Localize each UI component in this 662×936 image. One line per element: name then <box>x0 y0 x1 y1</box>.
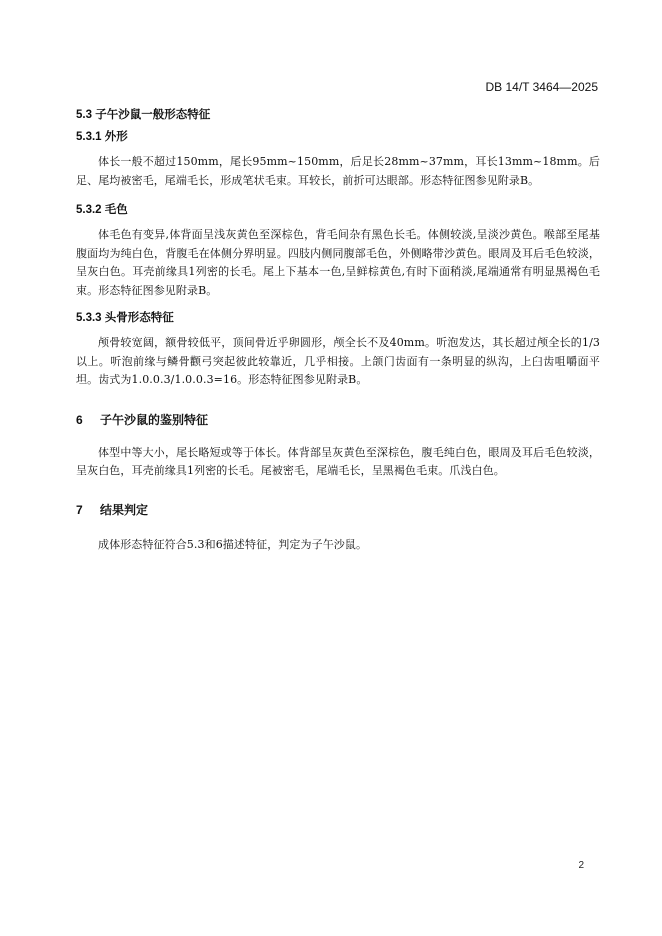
document-body <box>76 107 600 554</box>
paragraph-result: 成体形态特征符合5.3和6描述特征，判定为子午沙鼠。 <box>98 537 368 551</box>
section-number: 5.3.1 <box>76 131 102 143</box>
section-title: 结果判定 <box>100 502 149 517</box>
section-heading-6 <box>76 412 600 428</box>
paragraph-appearance: 体长一般不超过150mm，尾长95mm~150mm，后足长28mm~37mm，耳长13mm~18mm。后足、尾均被密毛，尾端毛长，形成笔状毛束。耳较长，前折可达眼部。形态特征图参见附录B。 <box>76 155 600 187</box>
section-number: 5.3 <box>76 109 92 121</box>
section-number: 5.3.2 <box>76 204 102 216</box>
section-title: 毛色 <box>104 204 128 216</box>
section-heading-5-3-1 <box>76 129 600 145</box>
section-heading-7 <box>76 502 600 518</box>
section-title: 子午沙鼠一般形态特征 <box>95 109 211 121</box>
section-heading-5-3 <box>76 107 600 123</box>
section-number: 5.3.3 <box>76 312 102 324</box>
section-title: 外形 <box>104 131 128 143</box>
section-title: 头骨形态特征 <box>104 312 174 324</box>
paragraph-identification: 体型中等大小，尾长略短或等于体长。体背部呈灰黄色至深棕色，腹毛纯白色，眼周及耳后毛色较淡，呈灰白色，耳壳前缘具1列密的长毛。尾被密毛，尾端毛长，呈黑褐色毛束。爪浅白色。 <box>76 445 600 477</box>
section-title: 子午沙鼠的鉴别特征 <box>100 412 209 427</box>
section-number: 7 <box>76 502 83 517</box>
section-heading-5-3-2 <box>76 202 600 218</box>
document-id: DB 14/T 3464—2025 <box>485 80 598 94</box>
section-number: 6 <box>76 412 83 427</box>
paragraph-skull: 颅骨较宽阔，额骨较低平，顶间骨近乎卵圆形，颅全长不及40mm。听泡发达，其长超过颅全长的1/3以上。听泡前缘与鳞骨颧弓突起彼此较靠近，几乎相接。上颌门齿面有一条明显的纵沟，上臼齿咀嚼面平坦。齿式为1.0.0.3/1.0.0.3=16。形态特征图参见附录B。 <box>76 336 600 386</box>
section-heading-5-3-3 <box>76 310 600 326</box>
page-number: 2 <box>578 860 584 871</box>
paragraph-fur-color: 体毛色有变异,体背面呈浅灰黄色至深棕色，背毛间杂有黑色长毛。体侧较淡,呈淡沙黄色。喉部至尾基腹面均为纯白色，背腹毛在体侧分界明显。四肢内侧同腹部毛色，外侧略带沙黄色。眼周及耳后毛色较淡，呈灰白色。耳壳前缘具1列密的长毛。尾上下基本一色,呈鲜棕黄色,有时下面稍淡,尾端通常有明显黑褐色毛束。形态特征图参见附录B。 <box>76 228 600 297</box>
